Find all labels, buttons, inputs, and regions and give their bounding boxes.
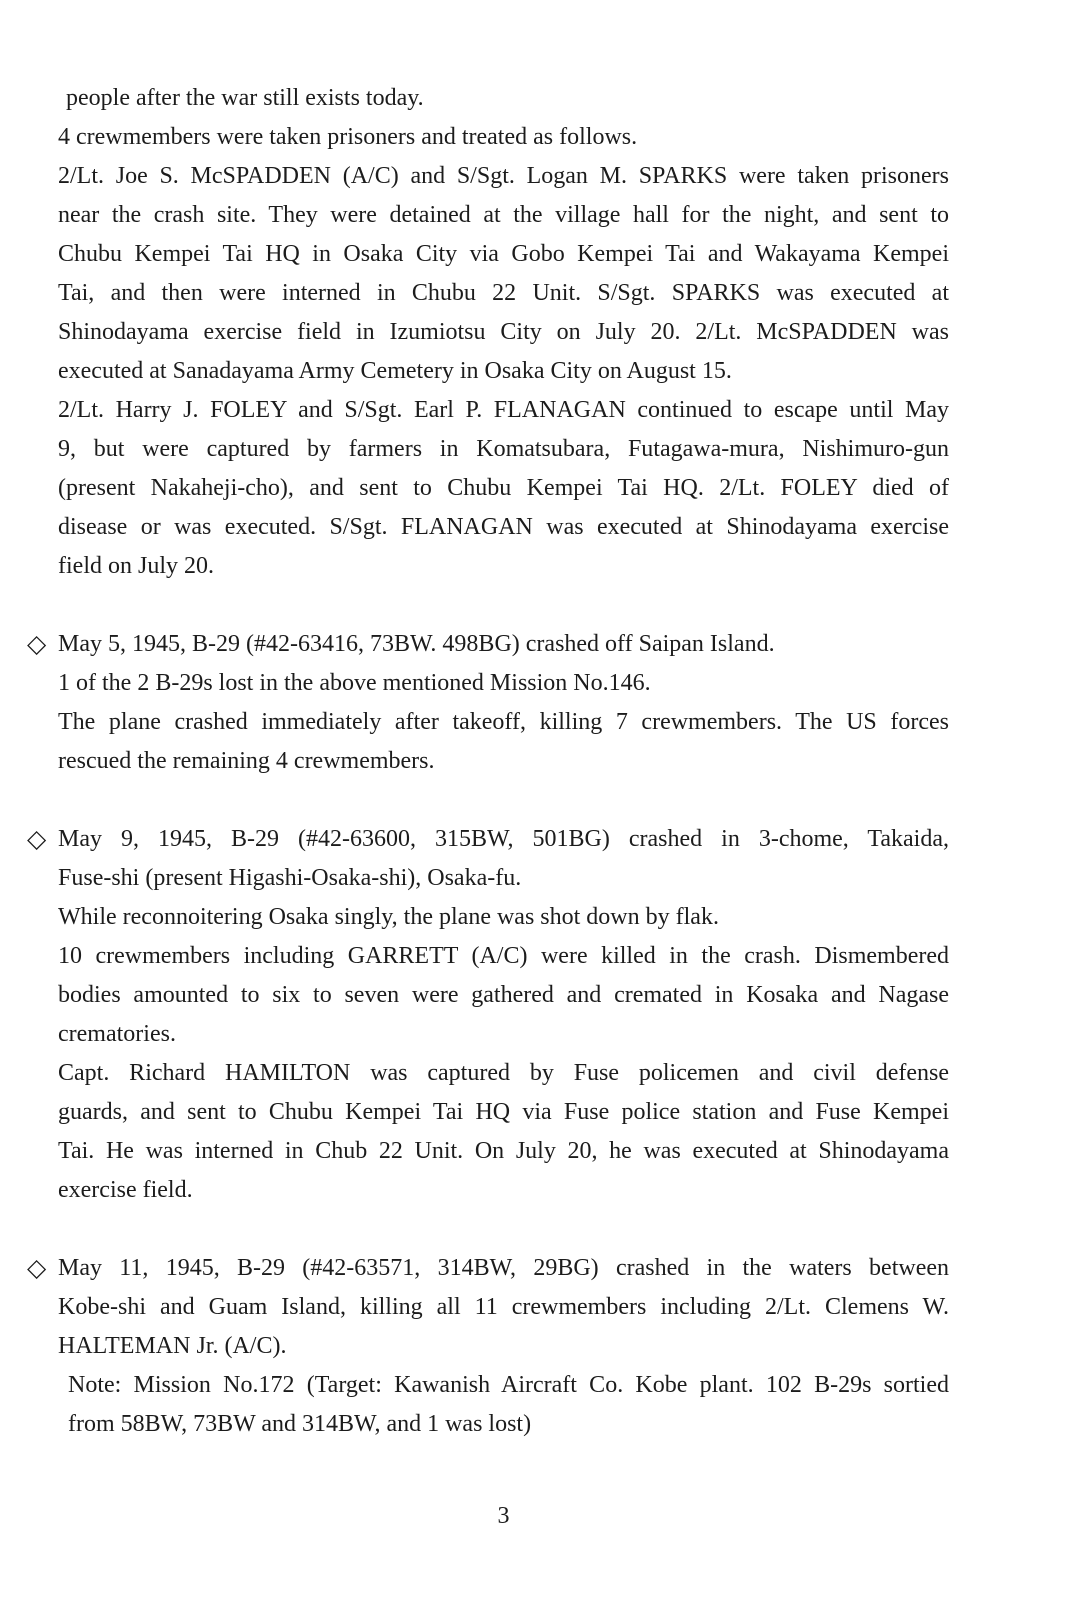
document-section (27, 1249, 949, 1444)
diamond-bullet-icon: ◇ (27, 1255, 47, 1282)
diamond-bullet-icon: ◇ (27, 826, 47, 853)
paragraph (58, 898, 949, 937)
diamond-bullet-icon: ◇ (27, 631, 47, 658)
text-line: Chubu Kempei Tai HQ in Osaka City via Gobo Kempei Tai and Wakayama Kempei (58, 241, 949, 267)
text-line: 1 of the 2 B-29s lost in the above mentioned Mission No.146. (58, 670, 651, 696)
paragraph (58, 391, 949, 586)
paragraph (58, 1054, 949, 1210)
document-body (27, 79, 949, 1444)
text-line: 2/Lt. Harry J. FOLEY and S/Sgt. Earl P. FLANAGAN continued to escape until May (58, 397, 949, 423)
text-line: Tai. He was interned in Chub 22 Unit. On July 20, he was executed at Shinodayama (58, 1138, 949, 1164)
text-line: May 5, 1945, B-29 (#42-63416, 73BW. 498BG) crashed off Saipan Island. (58, 631, 775, 657)
text-line: rescued the remaining 4 crewmembers. (58, 748, 435, 774)
text-line: While reconnoitering Osaka singly, the plane was shot down by flak. (58, 904, 719, 930)
text-line: Shinodayama exercise field in Izumiotsu City on July 20. 2/Lt. McSPADDEN was (58, 319, 949, 345)
document-section (27, 820, 949, 1210)
text-line: guards, and sent to Chubu Kempei Tai HQ via Fuse police station and Fuse Kempei (58, 1099, 949, 1125)
text-line: May 11, 1945, B-29 (#42-63571, 314BW, 29BG) crashed in the waters between (58, 1255, 949, 1281)
paragraph (58, 118, 949, 157)
paragraph (58, 703, 949, 781)
document-section (27, 625, 949, 781)
paragraph (58, 157, 949, 391)
text-line: 2/Lt. Joe S. McSPADDEN (A/C) and S/Sgt. Logan M. SPARKS were taken prisoners (58, 163, 949, 189)
text-line: from 58BW, 73BW and 314BW, and 1 was lost) (68, 1411, 532, 1437)
text-line: (present Nakaheji-cho), and sent to Chubu Kempei Tai HQ. 2/Lt. FOLEY died of (58, 475, 949, 501)
text-line: Tai, and then were interned in Chubu 22 Unit. S/Sgt. SPARKS was executed at (58, 280, 949, 306)
text-line: crematories. (58, 1021, 176, 1047)
text-line: Note: Mission No.172 (Target: Kawanish Aircraft Co. Kobe plant. 102 B-29s sortied (68, 1372, 949, 1398)
paragraph (58, 937, 949, 1054)
text-line: Fuse-shi (present Higashi-Osaka-shi), Osaka-fu. (58, 865, 522, 891)
text-line: The plane crashed immediately after takeoff, killing 7 crewmembers. The US forces (58, 709, 949, 735)
text-line: Capt. Richard HAMILTON was captured by Fuse policemen and civil defense (58, 1060, 949, 1086)
paragraph (27, 820, 949, 898)
text-line: 4 crewmembers were taken prisoners and treated as follows. (58, 124, 638, 150)
text-line: near the crash site. They were detained at the village hall for the night, and sent to (58, 202, 949, 228)
text-line: exercise field. (58, 1177, 193, 1203)
paragraph (27, 625, 949, 664)
text-line: May 9, 1945, B-29 (#42-63600, 315BW, 501BG) crashed in 3-chome, Takaida, (58, 826, 949, 852)
text-line: bodies amounted to six to seven were gathered and cremated in Kosaka and Nagase (58, 982, 949, 1008)
text-line: disease or was executed. S/Sgt. FLANAGAN was executed at Shinodayama exercise (58, 514, 949, 540)
text-line: Kobe-shi and Guam Island, killing all 11 crewmembers including 2/Lt. Clemens W. (58, 1294, 949, 1320)
text-line: 10 crewmembers including GARRETT (A/C) were killed in the crash. Dismembered (58, 943, 949, 969)
text-line: 9, but were captured by farmers in Komatsubara, Futagawa-mura, Nishimuro-gun (58, 436, 949, 462)
text-line: field on July 20. (58, 553, 214, 579)
paragraph (27, 1249, 949, 1366)
paragraph (58, 664, 949, 703)
text-line: executed at Sanadayama Army Cemetery in Osaka City on August 15. (58, 358, 732, 384)
text-line: HALTEMAN Jr. (A/C). (58, 1333, 287, 1359)
paragraph (58, 79, 949, 118)
text-line: people after the war still exists today. (66, 85, 424, 111)
document-section (58, 79, 949, 586)
note-paragraph (58, 1366, 949, 1444)
page-number: 3 (497, 1503, 510, 1529)
